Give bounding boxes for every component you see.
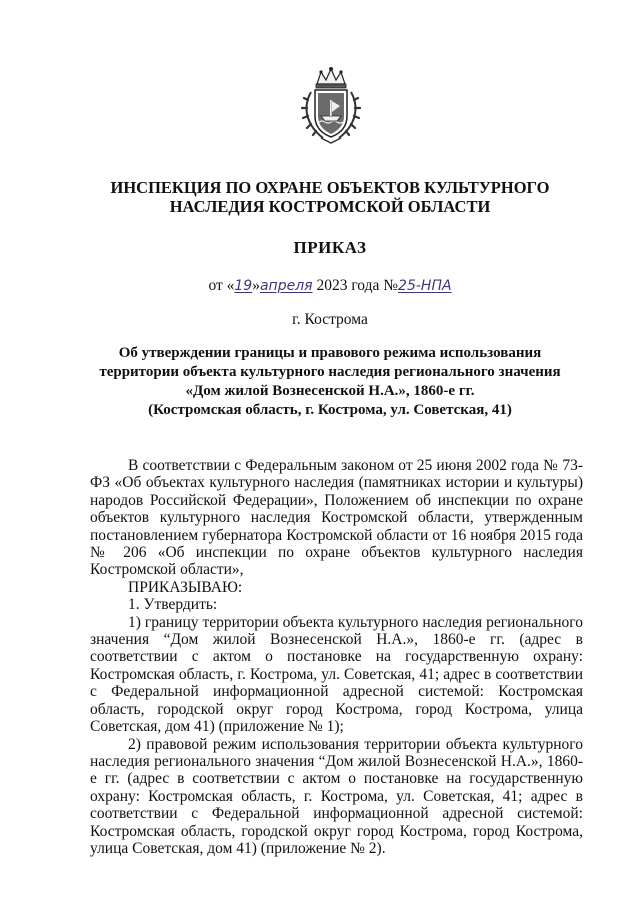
date-line: [60, 277, 600, 295]
date-month: апреля: [259, 278, 313, 294]
document-body: [90, 457, 583, 857]
date-day: 19: [234, 278, 253, 294]
date-prefix: от «: [208, 277, 235, 294]
preamble-paragraph: В соответствии с Федеральным законом от 25 июня 2002 года № 73-ФЗ «Об объектах культурного наследия (памятниках истории и культуры) народов Российской Федерации», Положением об инспекции по охране объектов культурного наследия Костромской области, утвержденным постановлением губернатора Костромской области от 16 ноября 2015 года № 206 «Об инспекции по охране объектов культурного наследия Костромской области»,: [90, 457, 583, 579]
item-1-1: 1) границу территории объекта культурного наследия регионального значения “Дом жилой Вознесенской Н.А.», 1860-е гг. (адрес в соответствии с актом о постановке на государственную охрану: Костромская область, г. Кострома, ул. Советская, 41; адрес в соответствии с Федеральной информационной адресной системой: Костромская область, городской округ город Кострома, город Кострома, улица Советская, дом 41) (приложение № 1);: [90, 613, 583, 736]
document-number: 25-НПА: [398, 278, 452, 294]
subject-line-3: «Дом жилой Вознесенской Н.А.», 1860-е гг.: [185, 383, 475, 399]
order-word: ПРИКАЗЫВАЮ:: [128, 578, 243, 596]
subject-line-2: территории объекта культурного наследия регионального значения: [99, 364, 561, 380]
item-1: 1. Утвердить:: [128, 596, 218, 614]
organization-name: [60, 178, 600, 216]
kostroma-coat-of-arms-icon: [299, 66, 363, 146]
org-line-2: НАСЛЕДИЯ КОСТРОМСКОЙ ОБЛАСТИ: [169, 197, 491, 216]
subject-line-1: Об утверждении границы и правового режима использования: [118, 345, 542, 361]
org-line-1: ИНСПЕКЦИЯ ПО ОХРАНЕ ОБЪЕКТОВ КУЛЬТУРНОГО: [110, 178, 550, 197]
subject-title: [70, 344, 590, 420]
date-mid: »: [252, 277, 260, 294]
date-year: 2023 года №: [312, 277, 399, 294]
document-type: ПРИКАЗ: [293, 238, 367, 257]
subject-line-4: (Костромская область, г. Кострома, ул. Советская, 41): [148, 402, 512, 418]
item-1-2: 2) правовой режим использования территории объекта культурного наследия регионального значения “Дом жилой Вознесенской Н.А.», 1860-е гг. (адрес в соответствии с актом о постановке на государственную охрану: Костромская область, г. Кострома, ул. Советская, 41; адрес в соответствии с Федеральной информационной адресной системой: Костромская область, городской округ город Кострома, город Кострома, улица Советская, дом 41) (приложение № 2).: [90, 735, 583, 857]
city: г. Кострома: [292, 311, 368, 328]
